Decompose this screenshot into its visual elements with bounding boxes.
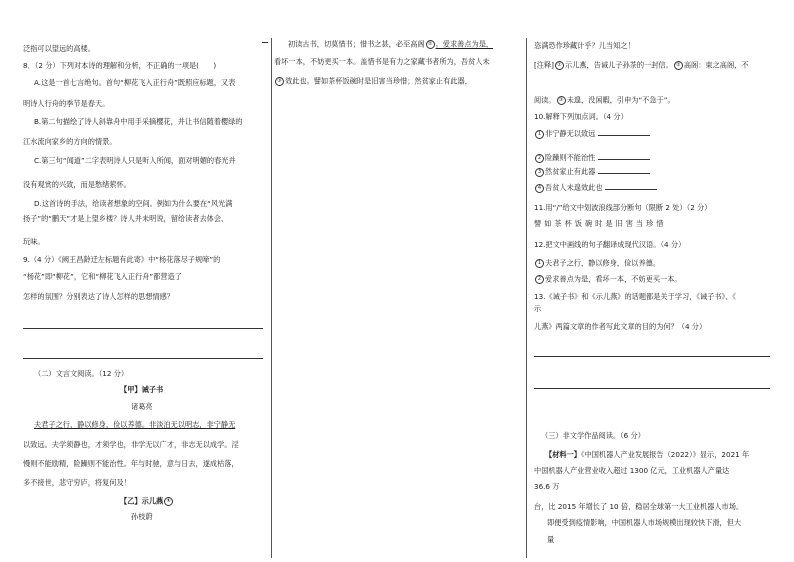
q10-item: 3 然贫家止有此器 <box>534 167 650 177</box>
q12-item: 1 夫君子之行，静以修身，俭以养德。 <box>534 259 660 268</box>
underlined-sentence: 夫君子之行，静以修身，俭以养德。非淡泊无以明志，非宁静无 <box>34 420 236 429</box>
q10-item: 4 吾贫人未遑效此也 <box>534 183 657 193</box>
passage-b-line: 恣满恐作珍藏计乎？儿当知之！ <box>534 41 635 50</box>
answer-line[interactable] <box>534 388 770 389</box>
item-number: 1 <box>535 259 544 268</box>
text-line: 扬子”的“鹏天”才是上望乡楼？诗人并未明说，留给读者去体会、 <box>23 214 229 223</box>
material-line: 即便受到疫情影响，中国机器人市场规模出现较快下滑，但大 <box>547 518 742 527</box>
text-line: 明诗人行舟的季节是春天。 <box>23 99 110 108</box>
question-9: 9.（4 分）《阙王昌龄迁左标题有此寄》中“杨花落尽子规啼”的 <box>23 255 221 264</box>
q11-sentence[interactable]: 譬如茶杯饭碗时是旧害当珍惜 <box>534 219 667 228</box>
footnote-marker: ① <box>164 497 173 506</box>
passage-a-title: 【甲】诫子书 <box>120 385 164 394</box>
question-12: 12.把文中画线的句子翻译成现代汉语。（4 分） <box>534 240 686 249</box>
passage-b-line: 看坏一本，不妨更买一本。盖惜书是有力之家藏书者所为，吾贫人未 <box>274 57 490 66</box>
question-13: 13.《诫子书》和《示儿燕》的话题都是关于学习，《诫子书》、《 <box>534 292 736 301</box>
section-3-heading: （三）非文学作品阅读。（6 分） <box>541 431 645 440</box>
text-line: 江水流向家乡的方向的情景。 <box>23 137 117 146</box>
notes-line: [注释] ① 示儿燕，告诫儿子孙茶的一封信。 ② 高阁：束之高阁，不 <box>534 60 749 70</box>
material-line: 台，比 2015 年增长了 10 倍，稳居全球第一大工业机器人市场。 <box>534 502 744 511</box>
footnote-marker: ③ <box>557 96 566 105</box>
notes-line: 阅读。 ③ 未遑，没闲暇，引申为“不急于”。 <box>534 95 675 105</box>
text-line: “杨花”即“柳花”，它和“柳花飞入正行舟”都营造了 <box>23 272 182 281</box>
item-number: 2 <box>535 275 544 284</box>
answer-blank[interactable] <box>598 153 650 160</box>
question-10: 10.解释下列加点词。（4 分） <box>534 112 628 121</box>
footnote-marker: ③ <box>275 77 284 86</box>
option-b: B.第二句描绘了诗人斜靠舟中用手采摘樱花，并让书信随着樱绿的 <box>34 117 243 126</box>
text-line: 怎样的氛围？分别表达了诗人怎样的思想情感？ <box>23 292 174 301</box>
footnote-marker: ② <box>426 40 435 49</box>
item-number: 2 <box>535 154 544 163</box>
passage-b-author: 孙枝蔚 <box>131 512 153 521</box>
text-line: 没有观赏的兴致，而是愁绪萦怀。 <box>23 180 131 189</box>
question-8: 8．（2 分）下列对本诗的理解和分析，不正确的一项是( ) <box>23 61 217 70</box>
underlined-sentence: 。爱求善点为是， <box>435 39 494 49</box>
text-line: 玩味。 <box>23 237 45 246</box>
passage-a-line: 慢则不能励精，险躁则不能治性。年与时驰，意与日去，遂成枯落， <box>23 459 239 468</box>
column-left <box>0 0 270 562</box>
column-middle <box>272 0 526 562</box>
passage-a-line: 多不接世，悲守穷庐，将复何及！ <box>23 478 131 487</box>
option-d: D.这首诗的手法，给读者想象的空间。例如为什么要在“风光满 <box>34 199 233 208</box>
footnote-marker: ① <box>555 61 564 70</box>
answer-line[interactable] <box>23 358 263 359</box>
passage-a-line: 以致远。夫学须静也，才须学也，非学无以广才，非志无以成学。淫 <box>23 440 239 449</box>
material-line: 中国机器人产业营业收入超过 1300 亿元，工业机器人产量达 <box>534 466 730 475</box>
passage-b-title: 【乙】示儿燕 ① <box>120 497 174 506</box>
item-number: 3 <box>535 168 544 177</box>
passage-a-line <box>34 421 235 428</box>
option-c: C.第三句“闻道”二字表明诗人只是听人所闻，面对明媚的春光并 <box>34 156 236 165</box>
text-line: 泛指可以望远的高楼。 <box>23 44 95 53</box>
section-2-heading: （二）文言文阅读。（12 分） <box>34 369 129 378</box>
material-line: 量 <box>547 535 555 544</box>
q10-item: 1 非宁静无以致远 <box>534 129 650 139</box>
footnote-marker: ② <box>674 61 683 70</box>
item-number: 1 <box>535 130 544 139</box>
text-line: 示 <box>534 304 542 313</box>
material-line: 【材料一】《中国机器人产业发展报告（2022）》显示，2021 年 <box>545 450 750 459</box>
q12-item: 2 爱求善点为是，看坏一本，不妨更买一本。 <box>534 275 682 284</box>
passage-a-author: 诸葛亮 <box>131 402 153 411</box>
question-11: 11.用“/”给文中划波浪线部分断句（限断 2 处）（2 分） <box>534 203 712 212</box>
answer-line[interactable] <box>534 356 770 357</box>
passage-b-line: 初读古书，切莫惜书；惜书之甚，必至高阁 ② 。爱求善点为是， <box>288 39 494 49</box>
answer-blank[interactable] <box>598 129 650 136</box>
answer-blank[interactable] <box>598 167 650 174</box>
option-a: A.这是一首七言绝句。首句“柳花飞入正行舟”既照应标题，又表 <box>34 78 236 87</box>
answer-line[interactable] <box>23 328 263 329</box>
item-number: 4 <box>535 184 544 193</box>
text-line: 儿燕》两篇文章的作者写此文章的目的为何？（4 分） <box>534 322 707 331</box>
answer-blank[interactable] <box>605 183 657 190</box>
passage-b-line: ③ 效此也。譬如茶杯饭碗时是旧害当珍惜；然贫家止有此器， <box>274 77 472 86</box>
q10-item: 2 险躁则不能治性 <box>534 153 650 163</box>
material-1-label: 【材料一】 <box>545 450 581 459</box>
material-line: 36.6 万 <box>534 482 560 491</box>
column-right <box>527 0 794 562</box>
